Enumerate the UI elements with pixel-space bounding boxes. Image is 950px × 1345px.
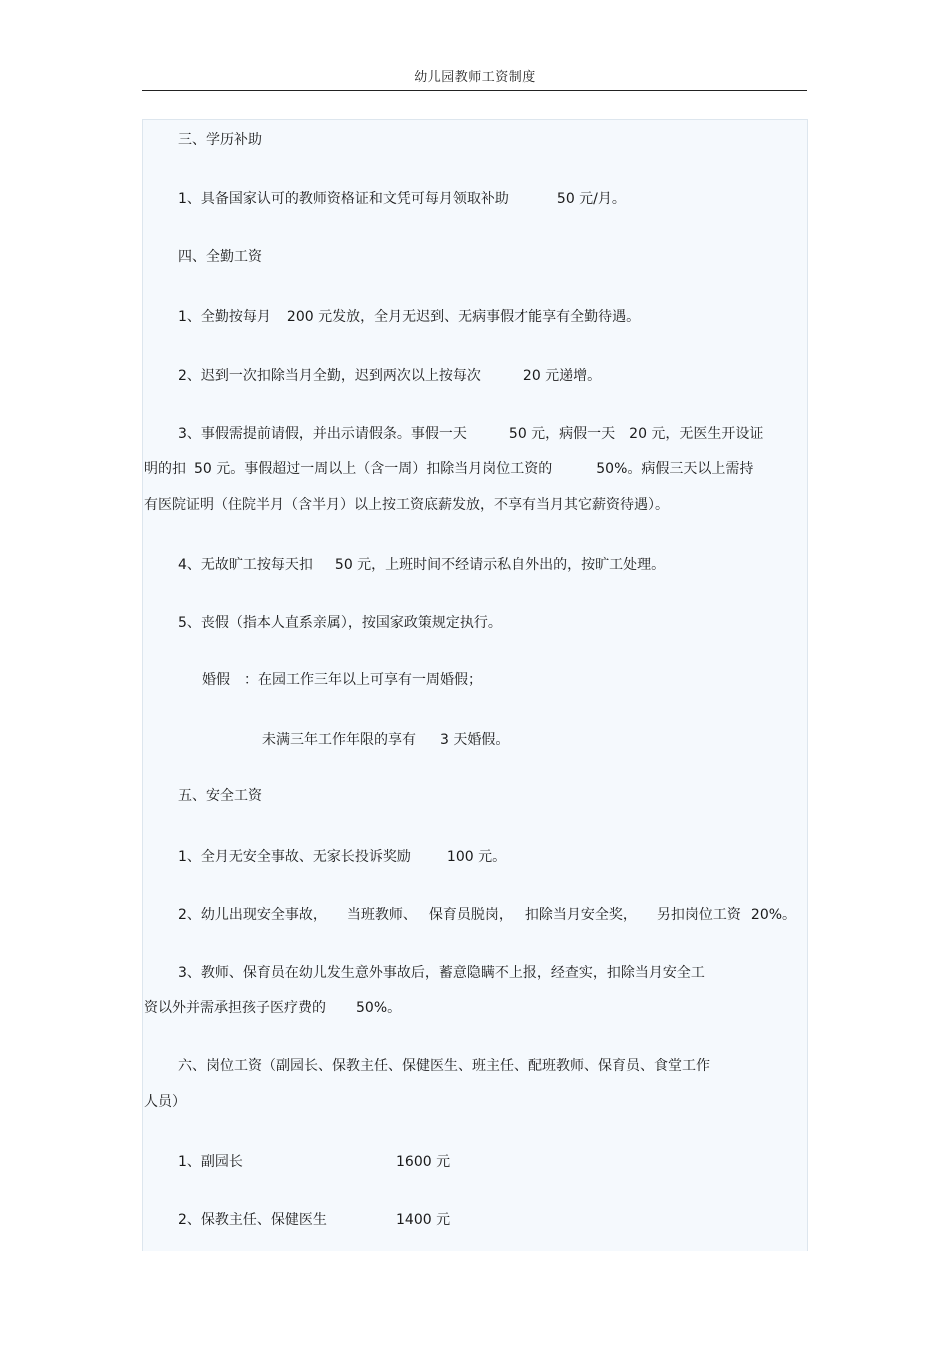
section-5-item-1-amount: 100 元。 [446, 849, 507, 865]
section-6-item-2-amount: 1400 元 [396, 1212, 451, 1228]
section-3-item-1-text: 1、具备国家认可的教师资格证和文凭可每月领取补助 [178, 191, 509, 207]
section-5-title: 五、安全工资 [178, 788, 262, 804]
wedding-leave-label: 婚假 [202, 672, 230, 688]
section-6-item-1 [178, 1153, 243, 1171]
wedding-leave-short-days: 3 天婚假。 [440, 732, 510, 748]
section-6-item-1-role: 1、副园长 [178, 1154, 243, 1170]
section-3-item-1 [178, 190, 626, 208]
section-4-item-3-text-c: 20 元，无医生开设证 [629, 426, 764, 442]
section-4-item-4-rest: 50 元，上班时间不经请示私自外出的，按旷工处理。 [334, 557, 666, 573]
section-4-item-3-line-2 [144, 460, 753, 478]
section-5-item-2-text-d: 扣除当月安全奖， [524, 907, 637, 923]
section-6-title-line-2: 人员） [144, 1094, 186, 1110]
section-3-title: 三、学历补助 [178, 132, 262, 148]
section-5-item-3-text-b: 资以外并需承担孩子医疗费的 [144, 1000, 326, 1016]
section-4-item-3-text-d: 明的扣 [144, 461, 186, 477]
section-4-item-2 [178, 367, 601, 385]
section-4-item-3-line-1 [178, 425, 763, 443]
section-4-item-1 [178, 308, 640, 326]
section-4-item-5: 5、丧假（指本人直系亲属），按国家政策规定执行。 [178, 615, 502, 631]
section-4-item-3-text-a: 3、事假需提前请假，并出示请假条。事假一天 [178, 426, 467, 442]
section-4-item-1-text: 1、全勤按每月 [178, 309, 271, 325]
section-5-item-2-text-c: 保育员脱岗， [428, 907, 513, 923]
section-4-item-3-line-3: 有医院证明（住院半月（含半月）以上按工资底薪发放，不享有当月其它薪资待遇）。 [144, 497, 669, 513]
section-5-item-1-text: 1、全月无安全事故、无家长投诉奖励 [178, 849, 411, 865]
wedding-leave-text: ：在园工作三年以上可享有一周婚假； [244, 672, 482, 688]
section-4-item-3-text-b: 50 元，病假一天 [508, 426, 616, 442]
section-4-wedding-leave [202, 671, 482, 689]
section-4-wedding-leave-short [262, 731, 509, 749]
section-4-item-1-rest: 200 元发放，全月无迟到、无病事假才能享有全勤待遇。 [286, 309, 641, 325]
section-4-item-2-text: 2、迟到一次扣除当月全勤，迟到两次以上按每次 [178, 368, 481, 384]
section-4-item-3-text-e: 50 元。事假超过一周以上（含一周）扣除当月岗位工资的 [194, 461, 553, 477]
section-5-item-1 [178, 848, 506, 866]
section-5-item-2 [178, 906, 796, 924]
section-4-item-4-text: 4、无故旷工按每天扣 [178, 557, 313, 573]
header-divider [142, 90, 807, 91]
section-5-item-2-text-a: 2、幼儿出现安全事故， [178, 907, 327, 923]
section-6-item-2-role: 2、保教主任、保健医生 [178, 1212, 327, 1228]
section-4-item-2-rest: 20 元递增。 [522, 368, 602, 384]
section-6-item-1-amount: 1600 元 [396, 1154, 451, 1170]
section-5-item-3-line-2 [144, 999, 401, 1017]
section-4-item-4 [178, 556, 665, 574]
section-6-title-line-1: 六、岗位工资（副园长、保教主任、保健医生、班主任、配班教师、保育员、食堂工作 [178, 1058, 710, 1074]
section-4-title: 四、全勤工资 [178, 249, 262, 265]
section-5-item-3-line-1: 3、教师、保育员在幼儿发生意外事故后，蓄意隐瞒不上报，经查实，扣除当月安全工 [178, 965, 705, 981]
section-6-item-2 [178, 1211, 327, 1229]
section-3-item-1-amount: 50 元/月。 [556, 191, 626, 207]
section-5-item-2-text-f: 20%。 [750, 907, 797, 923]
page-header-title: 幼儿园教师工资制度 [414, 70, 536, 85]
section-5-item-2-text-e: 另扣岗位工资 [656, 907, 741, 923]
section-4-item-3-text-f: 50%。病假三天以上需持 [596, 461, 754, 477]
section-5-item-3-text-c: 50%。 [356, 1000, 402, 1016]
wedding-leave-short-text: 未满三年工作年限的享有 [262, 732, 416, 748]
section-5-item-2-text-b: 当班教师、 [346, 907, 417, 923]
